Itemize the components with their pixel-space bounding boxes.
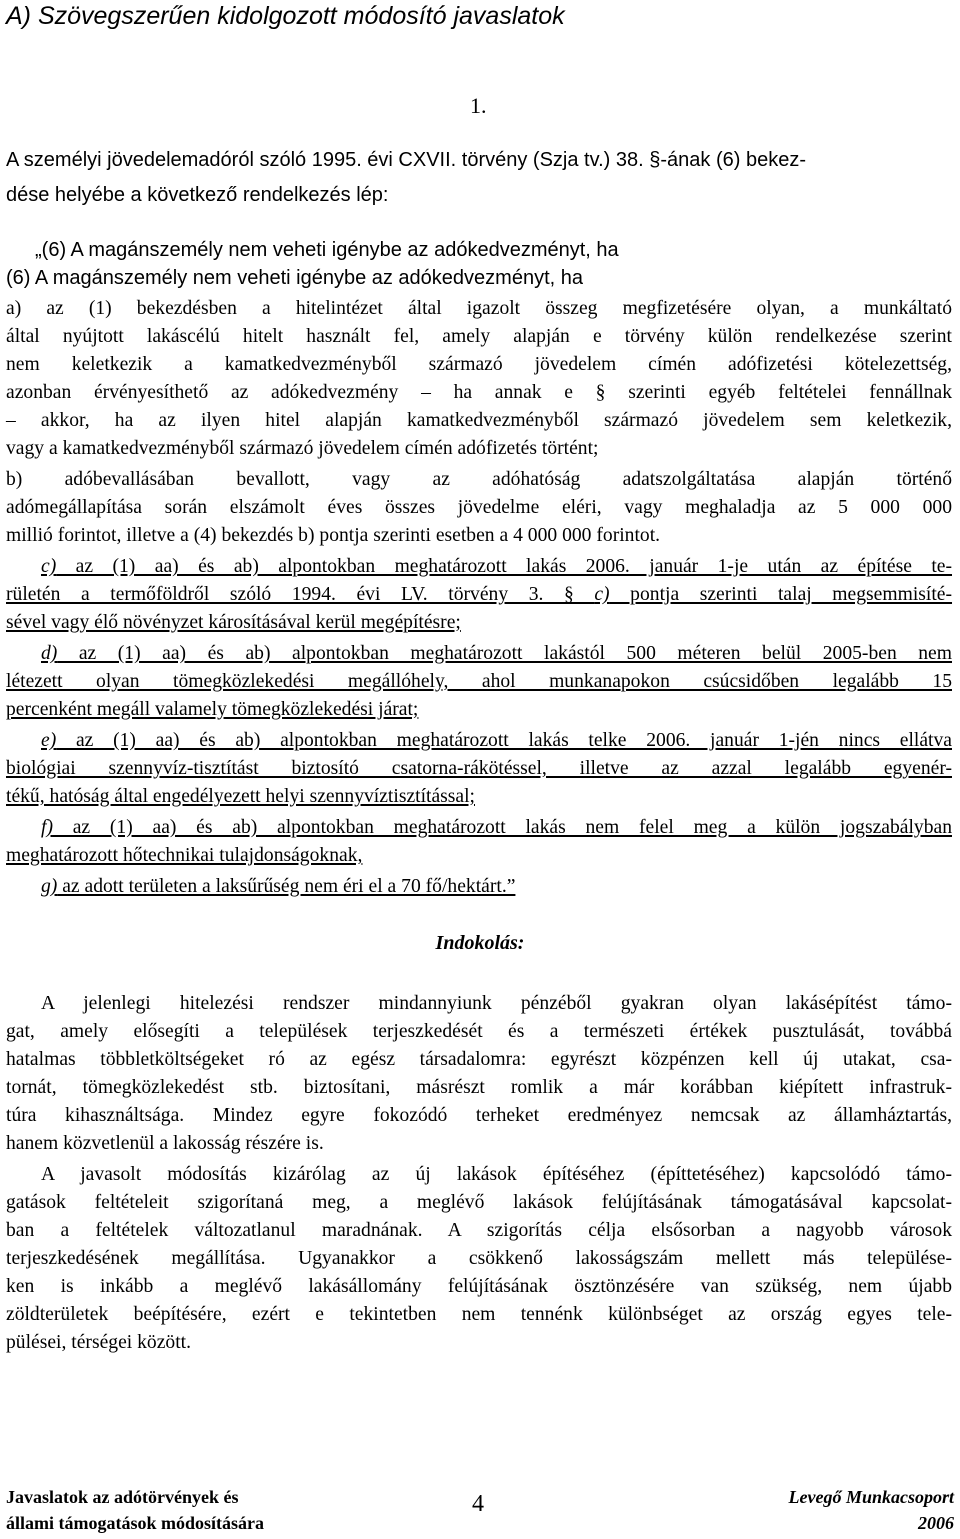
section-number: 1. — [470, 93, 487, 118]
para-e-line-2: biológiai szennyvíz-tisztítást biztosító csatorna-rákötéssel, illetve az azzal legalább egyenér- — [6, 758, 952, 779]
para-b-line-3: millió forintot, illetve a (4) bekezdés b) pontja szerinti esetben a 4 000 000 forintot. — [6, 525, 661, 546]
footer-left-line-1: Javaslatok az adótörvények és — [6, 1487, 239, 1507]
para-b-line-1: b) adóbevallásában bevallott, vagy az adóhatóság adatszolgáltatása alapján történő — [6, 469, 952, 490]
footer-left-line-2: állami támogatások módosítására — [6, 1513, 264, 1533]
para-c-line-1: c) az (1) aa) és ab) alpontokban meghatározott lakás 2006. január 1-je után az építése te- — [41, 556, 952, 577]
quote-line-1: „(6) A magánszemély nem veheti igénybe az adókedvezményt, ha — [35, 239, 619, 261]
para-e-letter: e) — [41, 730, 57, 751]
footer-right-line-1: Levegő Munkacsoport — [788, 1487, 954, 1507]
para-a-line-1: a) az (1) bekezdésben a hitelintézet által igazolt összeg megfizetésére olyan, a munkáltató — [6, 298, 952, 319]
para-g-letter: g) — [41, 876, 58, 897]
para-d-letter: d) — [41, 643, 58, 664]
para-a-line-2: által nyújtott lakáscélú hitelt használt fel, amely alapján e törvény külön rendelkezése szerint — [6, 326, 952, 347]
indoklas-p2-line-2: gatások feltételeit szigorítaná meg, a meglévő lakások felújításának támogatásával kapcsolat- — [6, 1192, 952, 1213]
indoklas-p1-line-1: A jelenlegi hitelezési rendszer mindannyiunk pénzéből gyakran olyan lakásépítést támo- — [41, 993, 952, 1014]
indoklas-title: Indokolás: — [435, 932, 525, 954]
indoklas-p1-line-3: hatalmas többletköltségeket ró az egész társadalomra: egyrészt közpénzen kell új utakat, csa- — [6, 1049, 952, 1070]
indoklas-p2-line-6: zöldterületek beépítésére, ezért e tekintetben nem tennénk különbséget az ország egyes tele- — [6, 1304, 952, 1325]
para-d-line-2: létezett olyan tömegközlekedési megállóhely, ahol munkanapokon csúcsidőben legalább 15 — [6, 671, 952, 692]
para-a-line-4: azonban érvényesíthető az adókedvezmény – ha annak e § szerinti egyéb feltételei fennállnak — [6, 382, 952, 403]
para-d-line-3: percenként megáll valamely tömegközlekedési járat; — [6, 699, 419, 720]
para-d-line-1: d) az (1) aa) és ab) alpontokban meghatározott lakástól 500 méteren belül 2005-ben nem — [41, 643, 952, 664]
para-c-letter: c) — [41, 556, 57, 577]
para-b-line-2: adómegállapítása során elszámolt éves összes jövedelme eléri, vagy meghaladja az 5 000 000 — [6, 497, 952, 518]
para-f-letter: f) — [41, 817, 53, 838]
para-g-line-1: g) az adott területen a laksűrűség nem éri el a 70 fő/hektárt.” — [41, 876, 516, 897]
para-a-line-6: vagy a kamatkedvezményből származó jövedelem címén adófizetés történt; — [6, 438, 599, 459]
page-number: 4 — [472, 1491, 484, 1517]
indoklas-p2-line-4: terjeszkedésének megállítása. Ugyanakkor a csökkenő lakosságszám mellett más települése- — [6, 1248, 952, 1269]
quote-line-2: (6) A magánszemély nem veheti igénybe az adókedvezményt, ha — [6, 267, 583, 289]
para-a-line-3: nem keletkezik a kamatkedvezményből származó jövedelem címén adófizetési kötelezettség, — [6, 354, 952, 375]
para-e-line-1: e) az (1) aa) és ab) alpontokban meghatározott lakás telke 2006. január 1-jén nincs ellátva — [41, 730, 952, 751]
intro-line-2: dése helyébe a következő rendelkezés lép: — [6, 184, 389, 206]
indoklas-p2-line-7: pülései, térségei között. — [6, 1332, 191, 1353]
indoklas-p2-line-1: A javasolt módosítás kizárólag az új lakások építéséhez (építtetéséhez) kapcsolódó támo- — [41, 1164, 952, 1185]
indoklas-p1-line-4: tornát, tömegközlekedést stb. biztosítani, másrészt romlik a már korábban kiépített infrastruk- — [6, 1077, 952, 1098]
page-heading: A) Szövegszerűen kidolgozott módosító javaslatok — [6, 2, 565, 30]
intro-line-1: A személyi jövedelemadóról szóló 1995. évi CXVII. törvény (Szja tv.) 38. §-ának (6) bekez- — [6, 149, 806, 171]
para-c-line-3: sével vagy élő növényzet károsításával kerül megépítésre; — [6, 612, 461, 633]
para-f-line-1: f) az (1) aa) és ab) alpontokban meghatározott lakás nem felel meg a külön jogszabályban — [41, 817, 952, 838]
indoklas-p1-line-5: túra kihasználtsága. Mindez egyre fokozódó terheket eredményez nemcsak az államháztartás, — [6, 1105, 952, 1126]
indoklas-p1-line-6: hanem közvetlenül a lakosság részére is. — [6, 1133, 324, 1154]
indoklas-p2-line-5: ken is inkább a meglévő lakásállomány felújításának ösztönzésére van szükség, nem újabb — [6, 1276, 952, 1297]
footer-right-line-2: 2006 — [918, 1513, 954, 1533]
para-c-line-2: rületén a termőföldről szóló 1994. évi LV. törvény 3. § c) pontja szerinti talaj megsemmisíté- — [6, 584, 953, 605]
indoklas-p1-line-2: gat, amely elősegíti a települések terjeszkedését és a természeti értékek pusztulását, továbbá — [6, 1021, 952, 1042]
para-a-line-5: – akkor, ha az ilyen hitel alapján kamatkedvezményből származó jövedelem sem keletkezik, — [6, 410, 952, 431]
indoklas-p2-line-3: ban a feltételek változatlanul maradnának. A szigorítás célja elsősorban a nagyobb városok — [6, 1220, 952, 1241]
para-e-line-3: tékű, hatóság által engedélyezett helyi szennyvíztisztítással; — [6, 786, 475, 807]
para-f-line-2: meghatározott hőtechnikai tulajdonságoknak, — [6, 845, 363, 866]
